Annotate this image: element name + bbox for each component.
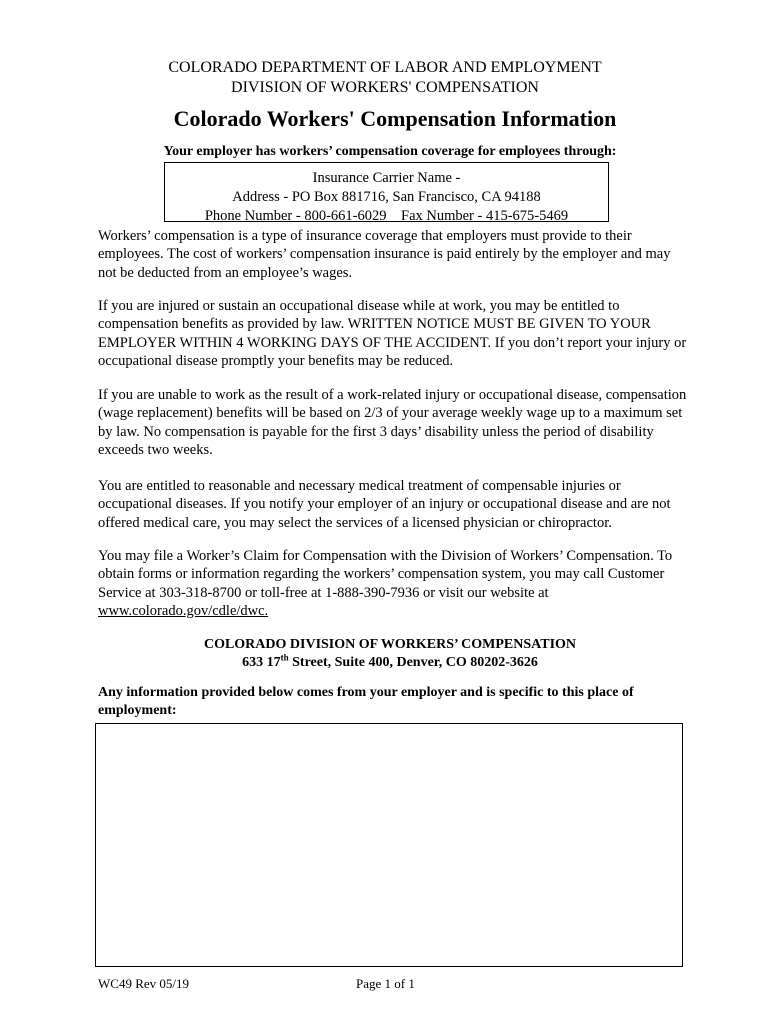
paragraph-wage-benefits: If you are unable to work as the result of a work-related injury or occupational disease, compensation (wage replacement) benefits will be based on 2/3 of your average weekly wage up to a maximum set by law. No compensation is payable for the first 3 days’ disability unless the period of disability exceeds two weeks. bbox=[98, 387, 687, 458]
division-address bbox=[0, 654, 770, 672]
file-claim-text: You may file a Worker’s Claim for Compensation with the Division of Workers’ Compensation. To obtain forms or information regarding the workers’ compensation system, you may call Customer Service at 303-318-8700 or toll-free at 1-888-390-7936 or visit our website at bbox=[98, 548, 673, 601]
division-heading: COLORADO DIVISION OF WORKERS’ COMPENSATION bbox=[203, 637, 577, 652]
division-address-number: 633 17 bbox=[242, 655, 281, 670]
employer-info-box[interactable] bbox=[95, 723, 683, 967]
paragraph-injury-notice: If you are injured or sustain an occupational disease while at work, you may be entitled to compensation benefits as provided by law. WRITTEN NOTICE MUST BE GIVEN TO YOUR EMPLOYER WITHIN 4 WORKING DAYS OF THE ACCIDENT. If you don’t report your injury or occupational disease promptly your benefits may be reduced. bbox=[98, 298, 687, 369]
paragraph-file-claim bbox=[98, 547, 688, 620]
paragraph-coverage: Workers’ compensation is a type of insurance coverage that employers must provide to their employees. The cost of workers’ compensation insurance is paid entirely by the employer and may not be deducted from an employee’s wages. bbox=[98, 228, 671, 281]
form-id: WC49 Rev 05/19 bbox=[98, 976, 189, 991]
carrier-name-line: Insurance Carrier Name - bbox=[312, 170, 461, 186]
page-title: Colorado Workers' Compensation Information bbox=[173, 106, 617, 131]
carrier-phone: Phone Number - 800-661-6029 bbox=[204, 208, 387, 224]
division-address-rest: Street, Suite 400, Denver, CO 80202-3626 bbox=[288, 655, 538, 670]
carrier-address-line: Address - PO Box 881716, San Francisco, CA 94188 bbox=[232, 189, 541, 205]
paragraph-medical-treatment: You are entitled to reasonable and necessary medical treatment of compensable injuries or occupational diseases. If you notify your employer of an injury or occupational disease and are not offered medical care, you may select the services of a licensed physician or chiropractor. bbox=[98, 478, 671, 531]
coverage-intro: Your employer has workers’ compensation coverage for employees through: bbox=[163, 144, 617, 159]
division-name: DIVISION OF WORKERS' COMPENSATION bbox=[231, 79, 539, 96]
division-address-suffix: th bbox=[280, 652, 289, 663]
agency-name: COLORADO DEPARTMENT OF LABOR AND EMPLOYMENT bbox=[168, 59, 602, 76]
insurance-carrier-box bbox=[164, 162, 609, 222]
page-number: Page 1 of 1 bbox=[356, 976, 415, 991]
employer-info-label: Any information provided below comes from your employer and is specific to this place of employment: bbox=[98, 685, 634, 718]
carrier-fax: Fax Number - 415-675-5469 bbox=[401, 208, 569, 224]
dwc-website-link[interactable]: www.colorado.gov/cdle/dwc. bbox=[98, 602, 269, 619]
carrier-phone-fax-line bbox=[165, 207, 608, 226]
